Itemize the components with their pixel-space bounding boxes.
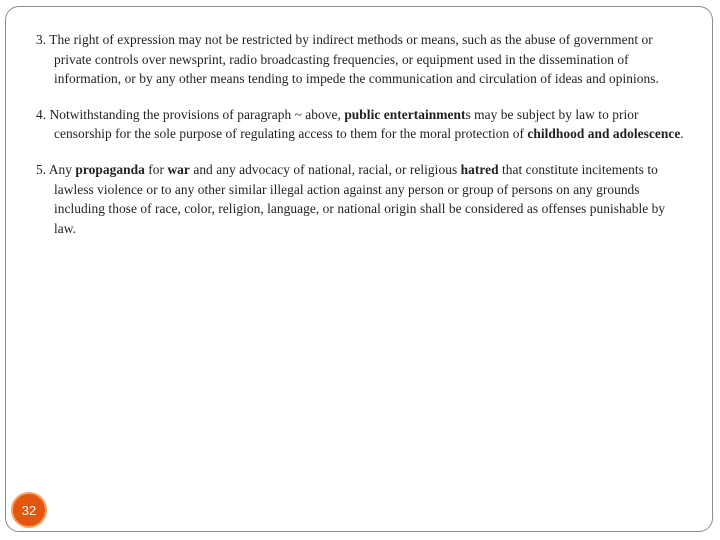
paragraph-4-text-b: s may be subject by law to prior censorship for the sole purpose of regulating access to them for the moral protection of bbox=[54, 106, 639, 142]
paragraph-5-text-c: and any advocacy of national, racial, or religious bbox=[189, 161, 461, 177]
term-hatred: hatred bbox=[460, 161, 499, 177]
paragraph-5-text-b: for bbox=[144, 161, 168, 177]
term-propaganda: propaganda bbox=[75, 161, 145, 177]
paragraph-5-text-a: 5. Any bbox=[36, 161, 76, 177]
term-war: war bbox=[167, 161, 190, 177]
paragraph-5 bbox=[36, 160, 686, 238]
paragraph-3 bbox=[36, 30, 686, 89]
paragraph-5-text-d: that constitute incitements to lawless violence or to any other similar illegal action against any person or group of persons on any grounds including those of race, color, religion, language, or national origin shall be considered as offenses punishable by law. bbox=[54, 161, 666, 236]
term-public-entertainment: public entertainment bbox=[344, 106, 466, 122]
paragraph-4-text-c: . bbox=[680, 126, 684, 142]
page-number: 32 bbox=[21, 502, 37, 518]
paragraph-4-text-a: 4. Notwithstanding the provisions of paragraph ~ above, bbox=[36, 106, 345, 122]
paragraph-4 bbox=[36, 105, 686, 144]
term-childhood-adolescence: childhood and adolescence bbox=[527, 126, 681, 142]
slide-content bbox=[36, 30, 686, 254]
page-number-badge bbox=[11, 492, 47, 528]
paragraph-3-text: 3. The right of expression may not be restricted by indirect methods or means, such as the abuse of government or private controls over newsprint, radio broadcasting frequencies, or equipment used in the dissemination of information, or by any other means tending to impede the communication and circulation of ideas and opinions. bbox=[36, 32, 659, 87]
